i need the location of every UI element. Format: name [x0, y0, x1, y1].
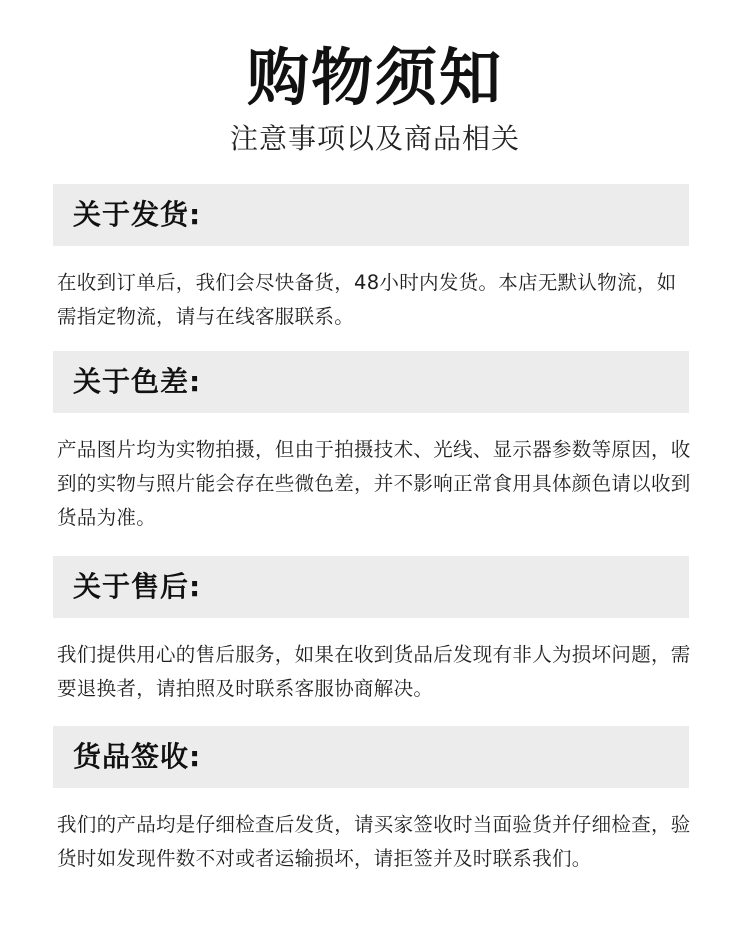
page-title: 购物须知	[246, 41, 503, 114]
section-body-after-sales: 我们提供用心的售后服务，如果在收到货品后发现有非人为损坏问题，需要退换者，请拍照及时联系客服协商解决。	[57, 643, 691, 700]
section-body-shipping: 在收到订单后，我们会尽快备货，48小时内发货。本店无默认物流，如需指定物流，请与在线客服联系。	[57, 271, 677, 328]
section-heading: 货品签收:	[73, 740, 202, 773]
section-heading: 关于售后:	[73, 570, 202, 603]
section-header-delivery-receipt	[53, 726, 689, 788]
section-heading: 关于色差:	[73, 365, 202, 398]
section-body-delivery-receipt: 我们的产品均是仔细检查后发货，请买家签收时当面验货并仔细检查，验货时如发现件数不对或者运输损坏，请拒签并及时联系我们。	[57, 813, 691, 870]
section-heading: 关于发货:	[73, 198, 202, 231]
page-subtitle: 注意事项以及商品相关	[229, 122, 520, 155]
section-header-color-difference	[53, 351, 689, 413]
section-header-after-sales	[53, 556, 689, 618]
section-body-color-difference: 产品图片均为实物拍摄，但由于拍摄技术、光线、显示器参数等原因，收到的实物与照片能会存在些微色差，并不影响正常食用具体颜色请以收到货品为准。	[57, 438, 691, 529]
section-header-shipping	[53, 184, 689, 246]
